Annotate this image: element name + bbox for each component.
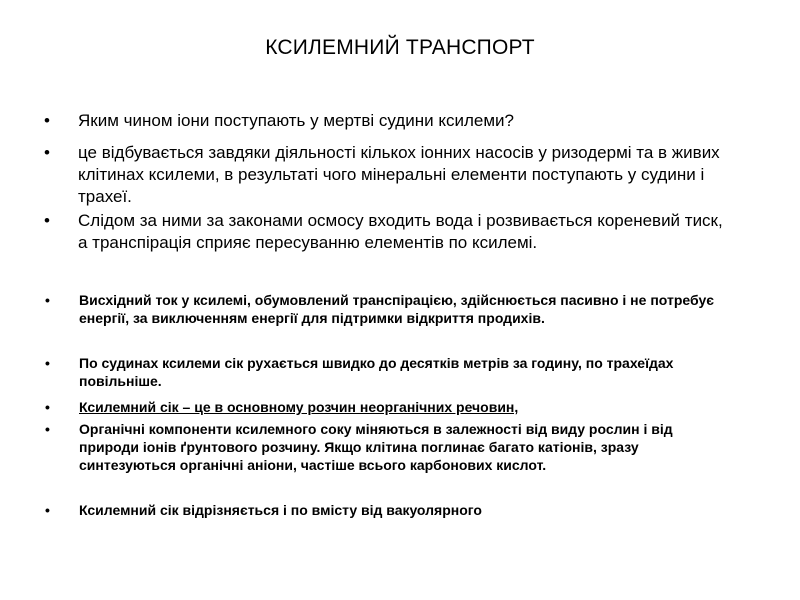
- list-item: [44, 110, 758, 132]
- list-item: [45, 501, 759, 519]
- list-item-text: По судинах ксилеми сік рухається швидко до десятків метрів за годину, по трахеїдах повільніше.: [79, 355, 674, 389]
- list-item: [44, 142, 758, 208]
- list-item-text: Висхідний ток у ксилемі, обумовлений транспірацією, здійснюється пасивно і не потребує енергії, за виключенням енергії для підтримки відкриття продихів.: [79, 292, 714, 326]
- slide-title: КСИЛЕМНИЙ ТРАНСПОРТ: [265, 36, 535, 59]
- list-item: [45, 291, 719, 327]
- list-item: [45, 420, 734, 474]
- list-item: [45, 398, 759, 416]
- bullet-icon: •: [44, 211, 50, 230]
- bullet-icon: •: [45, 421, 50, 437]
- list-item-text: Органічні компоненти ксилемного соку міняються в залежності від виду рослин і від природи іонів ґрунтового розчину. Якщо клітина поглинає багато катіонів, зразу синтезуються органічні аніони, частіше всього карбонових кислот.: [79, 421, 673, 473]
- list-item-text: Ксилемний сік – це в основному розчин неорганічних речовин,: [79, 399, 519, 415]
- bullet-icon: •: [44, 111, 50, 130]
- bullet-icon: •: [45, 292, 50, 308]
- list-item-text: Яким чином іони поступають у мертві судини ксилеми?: [78, 111, 514, 130]
- list-item: [44, 210, 728, 254]
- list-item: [45, 354, 759, 390]
- list-item-text: Слідом за ними за законами осмосу входить вода і розвивається кореневий тиск, а транспірація сприяє пересуванню елементів по ксилемі.: [78, 211, 723, 252]
- list-item-text: це відбувається завдяки діяльності кількох іонних насосів у ризодермі та в живих клітинах ксилеми, в результаті чого мінеральні елементи поступають у судини і трахеї.: [78, 143, 720, 206]
- bullet-icon: •: [45, 502, 50, 518]
- bullet-icon: •: [44, 143, 50, 162]
- bullet-icon: •: [45, 355, 50, 371]
- bullet-icon: •: [45, 399, 50, 415]
- list-item-text: Ксилемний сік відрізняється і по вмісту від вакуолярного: [79, 502, 482, 518]
